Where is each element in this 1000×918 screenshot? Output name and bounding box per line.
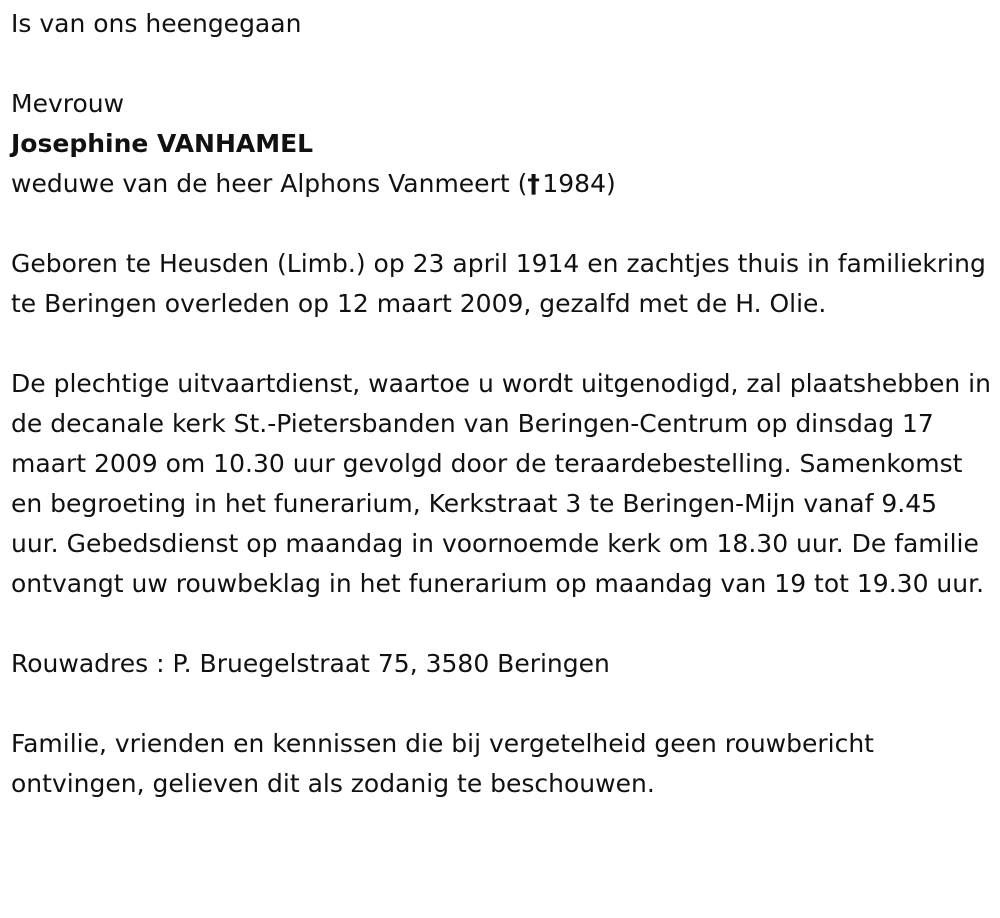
cross-icon: † (527, 169, 540, 198)
spacer (11, 324, 991, 364)
closing-paragraph: Familie, vrienden en kennissen die bij vergetelheid geen rouwbericht ontvingen, gelieven dit als zodanig te beschouwen. (11, 729, 874, 798)
widow-text: weduwe van de heer Alphons Vanmeert ( (11, 169, 528, 198)
salutation: Mevrouw (11, 89, 125, 118)
intro-line: Is van ons heengegaan (11, 9, 302, 38)
deceased-name: Josephine VANHAMEL (11, 129, 314, 158)
obituary-notice (11, 4, 991, 804)
spacer (11, 604, 991, 644)
widow-line (11, 164, 991, 204)
spacer (11, 684, 991, 724)
address-line: Rouwadres : P. Bruegelstraat 75, 3580 Beringen (11, 649, 610, 678)
spacer (11, 44, 991, 84)
birth-paragraph: Geboren te Heusden (Limb.) op 23 april 1914 en zachtjes thuis in familiekring te Beringen overleden op 12 maart 2009, gezalfd met de H. Olie. (11, 249, 986, 318)
spacer (11, 204, 991, 244)
funeral-paragraph: De plechtige uitvaartdienst, waartoe u wordt uitgenodigd, zal plaatshebben in de decanale kerk St.-Pietersbanden van Beringen-Centrum op dinsdag 17 maart 2009 om 10.30 uur gevolgd door de teraardebestelling. Samenkomst en begroeting in het funerarium, Kerkstraat 3 te Beringen-Mijn vanaf 9.45 uur. Gebedsdienst op maandag in voornoemde kerk om 18.30 uur. De familie ontvangt uw rouwbeklag in het funerarium op maandag van 19 tot 19.30 uur. (11, 369, 991, 598)
widow-year: 1984) (542, 169, 616, 198)
